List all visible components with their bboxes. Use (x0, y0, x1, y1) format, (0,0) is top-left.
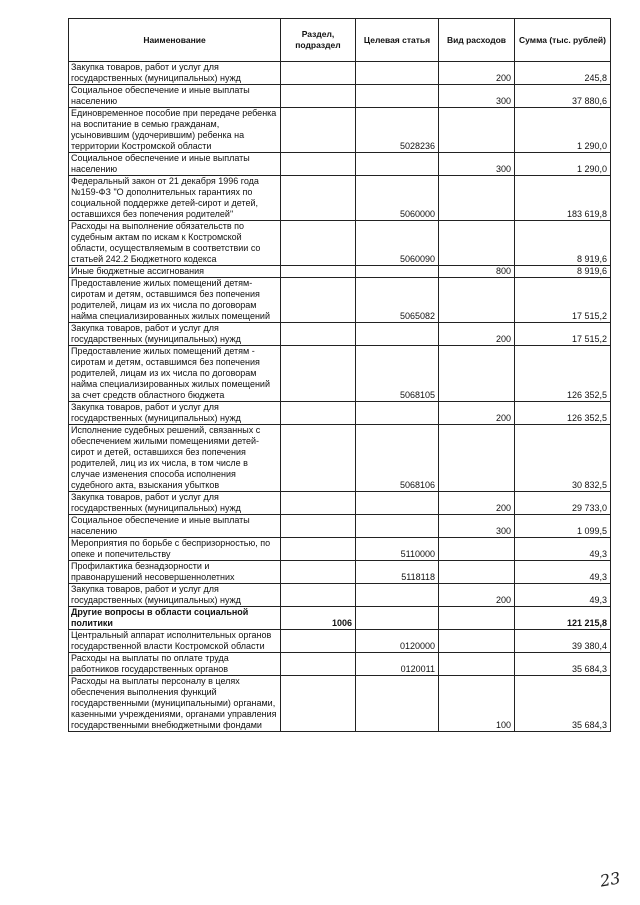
table-row (69, 538, 611, 561)
row-section-cell (281, 85, 356, 108)
row-section-cell (281, 630, 356, 653)
table-row (69, 278, 611, 323)
row-section-cell (281, 221, 356, 266)
row-kind-cell (439, 176, 515, 221)
table-body (69, 62, 611, 732)
row-section-cell (281, 278, 356, 323)
row-section-cell (281, 266, 356, 278)
row-target-cell (356, 323, 439, 346)
row-target-cell (356, 515, 439, 538)
header-section: Раздел, подраздел (281, 19, 356, 62)
row-name-cell: Социальное обеспечение и иные выплаты населению (69, 515, 281, 538)
table-row (69, 323, 611, 346)
header-target: Целевая статья (356, 19, 439, 62)
row-sum-cell: 49,3 (515, 584, 611, 607)
row-name-cell: Закупка товаров, работ и услуг для государственных (муниципальных) нужд (69, 62, 281, 85)
header-name: Наименование (69, 19, 281, 62)
row-sum-cell: 1 290,0 (515, 153, 611, 176)
row-sum-cell: 17 515,2 (515, 278, 611, 323)
row-section-cell (281, 402, 356, 425)
row-kind-cell: 200 (439, 492, 515, 515)
row-target-cell (356, 85, 439, 108)
row-kind-cell: 200 (439, 62, 515, 85)
row-name-cell: Профилактика безнадзорности и правонарушений несовершеннолетних (69, 561, 281, 584)
table-row (69, 676, 611, 732)
row-target-cell: 5065082 (356, 278, 439, 323)
row-name-cell: Другие вопросы в области социальной политики (69, 607, 281, 630)
row-section-cell (281, 676, 356, 732)
row-sum-cell: 29 733,0 (515, 492, 611, 515)
row-section-cell (281, 538, 356, 561)
table-row (69, 653, 611, 676)
row-name-cell: Мероприятия по борьбе с беспризорностью, по опеке и попечительству (69, 538, 281, 561)
row-target-cell (356, 153, 439, 176)
row-sum-cell: 183 619,8 (515, 176, 611, 221)
row-section-cell (281, 108, 356, 153)
row-name-cell: Расходы на выплаты персоналу в целях обеспечения выполнения функций государственными (муниципальными) органами, казенными учреждениями, органами управления государственными внебюджетными фондами (69, 676, 281, 732)
row-target-cell (356, 676, 439, 732)
row-kind-cell: 800 (439, 266, 515, 278)
row-target-cell: 5110000 (356, 538, 439, 561)
table-row (69, 221, 611, 266)
row-name-cell: Социальное обеспечение и иные выплаты населению (69, 85, 281, 108)
row-section-cell (281, 561, 356, 584)
row-kind-cell: 300 (439, 153, 515, 176)
row-target-cell: 5028236 (356, 108, 439, 153)
row-name-cell: Иные бюджетные ассигнования (69, 266, 281, 278)
row-kind-cell (439, 630, 515, 653)
table-row (69, 425, 611, 492)
row-sum-cell: 126 352,5 (515, 346, 611, 402)
row-sum-cell: 1 290,0 (515, 108, 611, 153)
row-target-cell: 0120000 (356, 630, 439, 653)
table-row (69, 266, 611, 278)
row-kind-cell (439, 278, 515, 323)
row-name-cell: Предоставление жилых помещений детям - сиротам и детям, оставшимся без попечения родителей, лицам из их числа по договорам найма специализированных жилых помещений за счет средств областного бюджета (69, 346, 281, 402)
row-sum-cell: 121 215,8 (515, 607, 611, 630)
table-row (69, 492, 611, 515)
table-row (69, 153, 611, 176)
table-row (69, 515, 611, 538)
row-kind-cell: 300 (439, 515, 515, 538)
row-kind-cell: 100 (439, 676, 515, 732)
row-section-cell (281, 346, 356, 402)
row-kind-cell (439, 538, 515, 561)
row-name-cell: Закупка товаров, работ и услуг для государственных (муниципальных) нужд (69, 323, 281, 346)
row-sum-cell: 245,8 (515, 62, 611, 85)
row-target-cell (356, 492, 439, 515)
row-sum-cell: 49,3 (515, 561, 611, 584)
row-kind-cell: 200 (439, 323, 515, 346)
row-kind-cell (439, 653, 515, 676)
row-sum-cell: 37 880,6 (515, 85, 611, 108)
table-row (69, 630, 611, 653)
row-target-cell (356, 584, 439, 607)
row-target-cell: 0120011 (356, 653, 439, 676)
row-sum-cell: 1 099,5 (515, 515, 611, 538)
row-section-cell (281, 176, 356, 221)
row-sum-cell: 35 684,3 (515, 653, 611, 676)
table-row (69, 176, 611, 221)
row-section-cell (281, 425, 356, 492)
row-target-cell: 5068106 (356, 425, 439, 492)
row-kind-cell (439, 221, 515, 266)
row-kind-cell (439, 108, 515, 153)
table-row (69, 85, 611, 108)
row-sum-cell: 49,3 (515, 538, 611, 561)
row-section-cell (281, 62, 356, 85)
table-header-row (69, 19, 611, 62)
table-row (69, 607, 611, 630)
row-target-cell: 5060000 (356, 176, 439, 221)
row-target-cell: 5060090 (356, 221, 439, 266)
table-row (69, 62, 611, 85)
row-sum-cell: 8 919,6 (515, 221, 611, 266)
row-name-cell: Расходы на выполнение обязательств по судебным актам по искам к Костромской области, осуществляемым в соответствии со статьей 242.2 Бюджетного кодекса (69, 221, 281, 266)
row-kind-cell: 200 (439, 402, 515, 425)
table-row (69, 108, 611, 153)
row-section-cell (281, 323, 356, 346)
row-kind-cell: 300 (439, 85, 515, 108)
row-sum-cell: 30 832,5 (515, 425, 611, 492)
row-name-cell: Единовременное пособие при передаче ребенка на воспитание в семью гражданам, усыновившим (удочерившим) ребенка на территории Костромской области (69, 108, 281, 153)
row-section-cell (281, 653, 356, 676)
row-name-cell: Исполнение судебных решений, связанных с обеспечением жилыми помещениями детей-сирот и детей, оставшихся без попечения родителей, лиц из их числа, в том числе в случае изменения способа исполнения судебного акта, взыскания убытков (69, 425, 281, 492)
row-section-cell (281, 515, 356, 538)
budget-table (68, 18, 611, 732)
row-target-cell (356, 402, 439, 425)
row-sum-cell: 8 919,6 (515, 266, 611, 278)
row-name-cell: Социальное обеспечение и иные выплаты населению (69, 153, 281, 176)
row-target-cell: 5118118 (356, 561, 439, 584)
row-kind-cell (439, 346, 515, 402)
table-row (69, 584, 611, 607)
row-section-cell (281, 492, 356, 515)
row-name-cell: Федеральный закон от 21 декабря 1996 года №159-ФЗ "О дополнительных гарантиях по социальной поддержке детей-сирот и детей, оставшихся без попечения родителей" (69, 176, 281, 221)
page-number: 23 (598, 868, 622, 891)
row-name-cell: Предоставление жилых помещений детям-сиротам и детям, оставшимся без попечения родителей, лицам из их числа по договорам найма специализированных жилых помещений (69, 278, 281, 323)
row-target-cell: 5068105 (356, 346, 439, 402)
row-section-cell (281, 153, 356, 176)
row-target-cell (356, 266, 439, 278)
row-name-cell: Закупка товаров, работ и услуг для государственных (муниципальных) нужд (69, 584, 281, 607)
table-row (69, 402, 611, 425)
row-section-cell: 1006 (281, 607, 356, 630)
row-section-cell (281, 584, 356, 607)
row-name-cell: Центральный аппарат исполнительных органов государственной власти Костромской области (69, 630, 281, 653)
table-row (69, 346, 611, 402)
header-sum: Сумма (тыс. рублей) (515, 19, 611, 62)
row-name-cell: Закупка товаров, работ и услуг для государственных (муниципальных) нужд (69, 402, 281, 425)
row-kind-cell (439, 607, 515, 630)
row-target-cell (356, 62, 439, 85)
row-sum-cell: 39 380,4 (515, 630, 611, 653)
row-name-cell: Расходы на выплаты по оплате труда работников государственных органов (69, 653, 281, 676)
row-kind-cell (439, 425, 515, 492)
row-sum-cell: 126 352,5 (515, 402, 611, 425)
row-kind-cell: 200 (439, 584, 515, 607)
row-target-cell (356, 607, 439, 630)
row-sum-cell: 17 515,2 (515, 323, 611, 346)
row-kind-cell (439, 561, 515, 584)
row-sum-cell: 35 684,3 (515, 676, 611, 732)
header-kind: Вид расходов (439, 19, 515, 62)
table-row (69, 561, 611, 584)
row-name-cell: Закупка товаров, работ и услуг для государственных (муниципальных) нужд (69, 492, 281, 515)
